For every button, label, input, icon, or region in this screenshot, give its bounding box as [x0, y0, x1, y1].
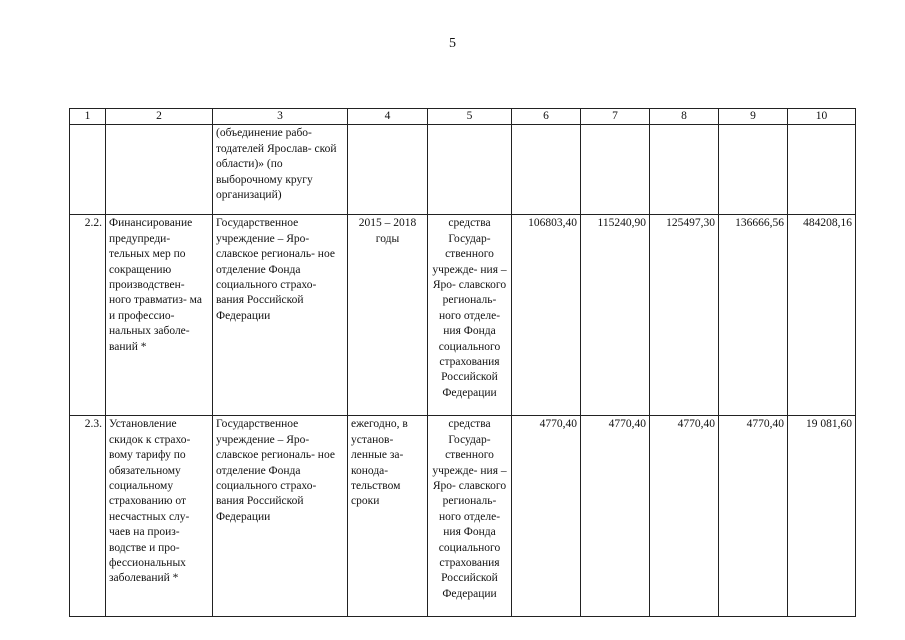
term: 2015 – 2018 годы — [348, 215, 428, 416]
executor: Государственное учреждение – Яро- славское региональ- ное отделение Фонда социального страхо- вания Российской Федерации — [213, 416, 348, 617]
column-number: 4 — [348, 109, 428, 125]
amount-cell — [581, 125, 650, 215]
row-number — [70, 125, 106, 215]
amount-cell: 484208,16 — [788, 215, 856, 416]
executor: (объединение рабо- тодателей Ярослав- ской области)» (по выборочному кругу организаций) — [213, 125, 348, 215]
column-number: 1 — [70, 109, 106, 125]
row-number: 2.3. — [70, 416, 106, 617]
term: ежегодно, в установ- ленные за- конода- тельством сроки — [348, 416, 428, 617]
page-number: 5 — [449, 36, 456, 51]
amount-cell: 136666,56 — [719, 215, 788, 416]
amount-cell — [650, 125, 719, 215]
amount-cell — [719, 125, 788, 215]
measure-name — [106, 125, 213, 215]
amount-cell: 106803,40 — [512, 215, 581, 416]
amount-cell — [512, 125, 581, 215]
amount-cell: 4770,40 — [650, 416, 719, 617]
funding-source: средства Государ- ственного учрежде- ния – Яро- славского региональ- ного отделе- ния Фонда социального страхования Российской Федерации — [428, 215, 512, 416]
measure-name: Установление скидок к страхо- вому тарифу по обязательному социальному страхованию от несчастных слу- чаев на произ- водстве и про- фессиональных заболеваний * — [106, 416, 213, 617]
term — [348, 125, 428, 215]
row-number: 2.2. — [70, 215, 106, 416]
funding-source: средства Государ- ственного учрежде- ния – Яро- славского региональ- ного отделе- ния Фонда социального страхования Российской Федерации — [428, 416, 512, 617]
amount-cell: 4770,40 — [512, 416, 581, 617]
column-number: 6 — [512, 109, 581, 125]
amount-cell: 115240,90 — [581, 215, 650, 416]
amount-cell: 125497,30 — [650, 215, 719, 416]
amount-cell: 19 081,60 — [788, 416, 856, 617]
table-row — [70, 416, 856, 617]
program-table — [69, 108, 856, 617]
column-number: 8 — [650, 109, 719, 125]
column-number: 2 — [106, 109, 213, 125]
column-number: 3 — [213, 109, 348, 125]
amount-cell: 4770,40 — [719, 416, 788, 617]
column-number: 5 — [428, 109, 512, 125]
measure-name: Финансирование предупреди- тельных мер по сокращению производствен- ного травматиз- ма и профессио- нальных заболе- ваний * — [106, 215, 213, 416]
column-number: 9 — [719, 109, 788, 125]
column-number: 7 — [581, 109, 650, 125]
funding-source — [428, 125, 512, 215]
table-row — [70, 215, 856, 416]
table-row — [70, 125, 856, 215]
amount-cell: 4770,40 — [581, 416, 650, 617]
column-number: 10 — [788, 109, 856, 125]
amount-cell — [788, 125, 856, 215]
executor: Государственное учреждение – Яро- славское региональ- ное отделение Фонда социального страхо- вания Российской Федерации — [213, 215, 348, 416]
column-number-row — [70, 109, 856, 125]
